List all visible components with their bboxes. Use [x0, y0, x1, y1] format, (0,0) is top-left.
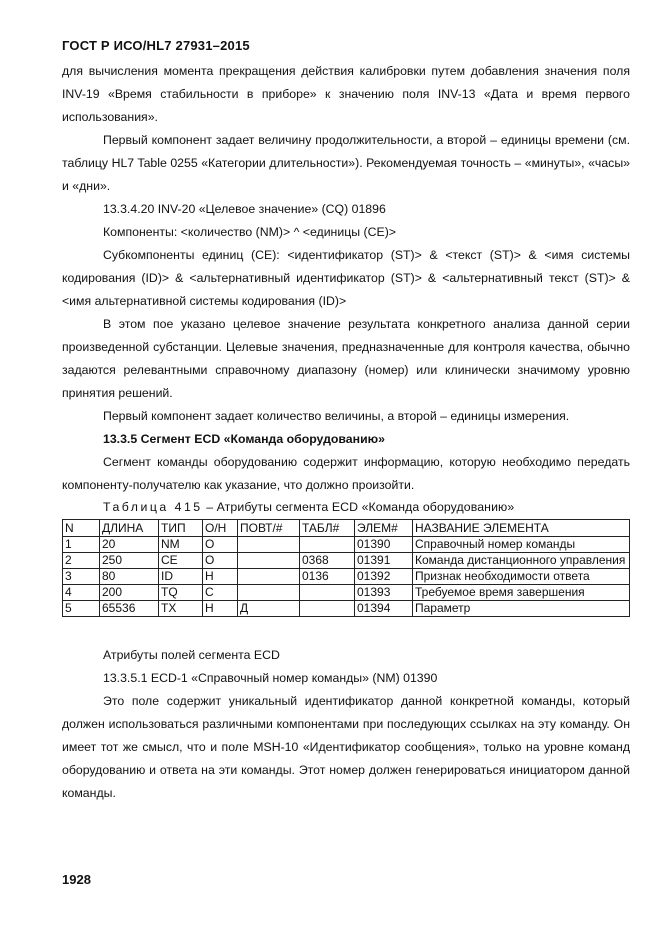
cell-type: ID [159, 569, 203, 585]
cell-n: 3 [63, 569, 100, 585]
section-heading-ecd1: 13.3.5.1 ECD-1 «Справочный номер команды» (NM) 01390 [103, 671, 438, 685]
cell-tbl [300, 601, 355, 617]
section-heading-inv20: 13.3.4.20 INV-20 «Целевое значение» (CQ) 01896 [103, 202, 386, 216]
cell-opt: H [203, 601, 238, 617]
field-attributes-heading: Атрибуты полей сегмента ECD [103, 648, 280, 662]
cell-type: NM [159, 537, 203, 553]
table-caption-label: Таблица 415 [103, 500, 203, 514]
cell-length: 20 [100, 537, 159, 553]
cell-element-name: Команда дистанционного управления [413, 553, 630, 569]
section-heading-ecd: 13.3.5 Сегмент ECD «Команда оборудованию» [103, 432, 385, 446]
cell-opt: C [203, 585, 238, 601]
col-header-length: ДЛИНА [100, 520, 159, 537]
paragraph-duration-units: Первый компонент задает величину продолжительности, а второй – единицы времени (см. таблицу HL7 Table 0255 «Категории длительности»). Рекомендуемая точность – «минуты», «часы» и «дни». [62, 133, 630, 193]
paragraph-target-value: В этом пое указано целевое значение результата конкретного анализа данной серии произведенной субстанции. Целевые значения, предназначенные для контроля качества, обычно задаются релевантными справочному диапазону (номер) или клинически значимому уровню принятия решений. [62, 317, 630, 400]
table-header-row [63, 520, 630, 537]
col-header-item: ЭЛЕМ# [355, 520, 413, 537]
cell-n: 5 [63, 601, 100, 617]
cell-element-name: Параметр [413, 601, 630, 617]
cell-rep [238, 537, 300, 553]
cell-tbl [300, 585, 355, 601]
cell-rep [238, 569, 300, 585]
paragraph-ecd-description: Сегмент команды оборудованию содержит информацию, которую необходимо передать компоненту-получателю как указание, что должно произойти. [62, 455, 630, 492]
cell-length: 80 [100, 569, 159, 585]
cell-opt: O [203, 537, 238, 553]
col-header-tbl: ТАБЛ# [300, 520, 355, 537]
table-row [63, 569, 630, 585]
cell-type: TQ [159, 585, 203, 601]
document-body [62, 60, 630, 805]
table-caption-text: – Атрибуты сегмента ECD «Команда оборудованию» [206, 500, 515, 514]
cell-type: CE [159, 553, 203, 569]
cell-length: 250 [100, 553, 159, 569]
document-header: ГОСТ Р ИСО/HL7 27931–2015 [62, 38, 250, 53]
cell-type: TX [159, 601, 203, 617]
col-header-element-name: НАЗВАНИЕ ЭЛЕМЕНТА [413, 520, 630, 537]
cell-n: 4 [63, 585, 100, 601]
cell-item: 01390 [355, 537, 413, 553]
cell-element-name: Требуемое время завершения [413, 585, 630, 601]
paragraph-continuation: для вычисления момента прекращения действия калибровки путем добавления значения поля INV-19 «Время стабильности в приборе» к значению поля INV-13 «Дата и время первого использования». [62, 64, 630, 124]
col-header-type: ТИП [159, 520, 203, 537]
cell-length: 65536 [100, 601, 159, 617]
col-header-rep: ПОВТ/# [238, 520, 300, 537]
cell-rep: Д [238, 601, 300, 617]
table-row [63, 553, 630, 569]
table-row [63, 585, 630, 601]
paragraph-ecd1-description: Это поле содержит уникальный идентификатор данной конкретной команды, который должен использоваться различными компонентами при последующих ссылках на эту команду. Он имеет тот же смысл, что и поле MSH-10 «Идентификатор сообщения», только на уровне команд оборудованию и ответа на эти команды. Этот номер должен генерироваться инициатором данной команды. [62, 694, 630, 800]
components-line: Компоненты: <количество (NM)> ^ <единицы (CE)> [103, 225, 396, 239]
page-number: 1928 [62, 872, 91, 887]
cell-tbl [300, 537, 355, 553]
cell-n: 2 [63, 553, 100, 569]
table-row [63, 537, 630, 553]
ecd-attributes-table [62, 519, 630, 617]
cell-item: 01393 [355, 585, 413, 601]
col-header-n: N [63, 520, 100, 537]
cell-opt: H [203, 569, 238, 585]
paragraph-first-component: Первый компонент задает количество величины, а второй – единицы измерения. [103, 409, 570, 423]
cell-element-name: Признак необходимости ответа [413, 569, 630, 585]
cell-opt: O [203, 553, 238, 569]
cell-length: 200 [100, 585, 159, 601]
cell-n: 1 [63, 537, 100, 553]
cell-tbl: 0368 [300, 553, 355, 569]
table-caption [62, 496, 630, 519]
cell-element-name: Справочный номер команды [413, 537, 630, 553]
cell-rep [238, 585, 300, 601]
cell-item: 01391 [355, 553, 413, 569]
table-row [63, 601, 630, 617]
subcomponents-paragraph: Субкомпоненты единиц (CE): <идентификатор (ST)> & <текст (ST)> & <имя системы кодирования (ID)> & <альтернативный идентификатор (ST)> & <альтернативный текст (ST)> & <имя альтернативной системы кодирования (ID)> [62, 248, 630, 308]
col-header-opt: О/Н [203, 520, 238, 537]
cell-rep [238, 553, 300, 569]
cell-item: 01392 [355, 569, 413, 585]
cell-tbl: 0136 [300, 569, 355, 585]
cell-item: 01394 [355, 601, 413, 617]
